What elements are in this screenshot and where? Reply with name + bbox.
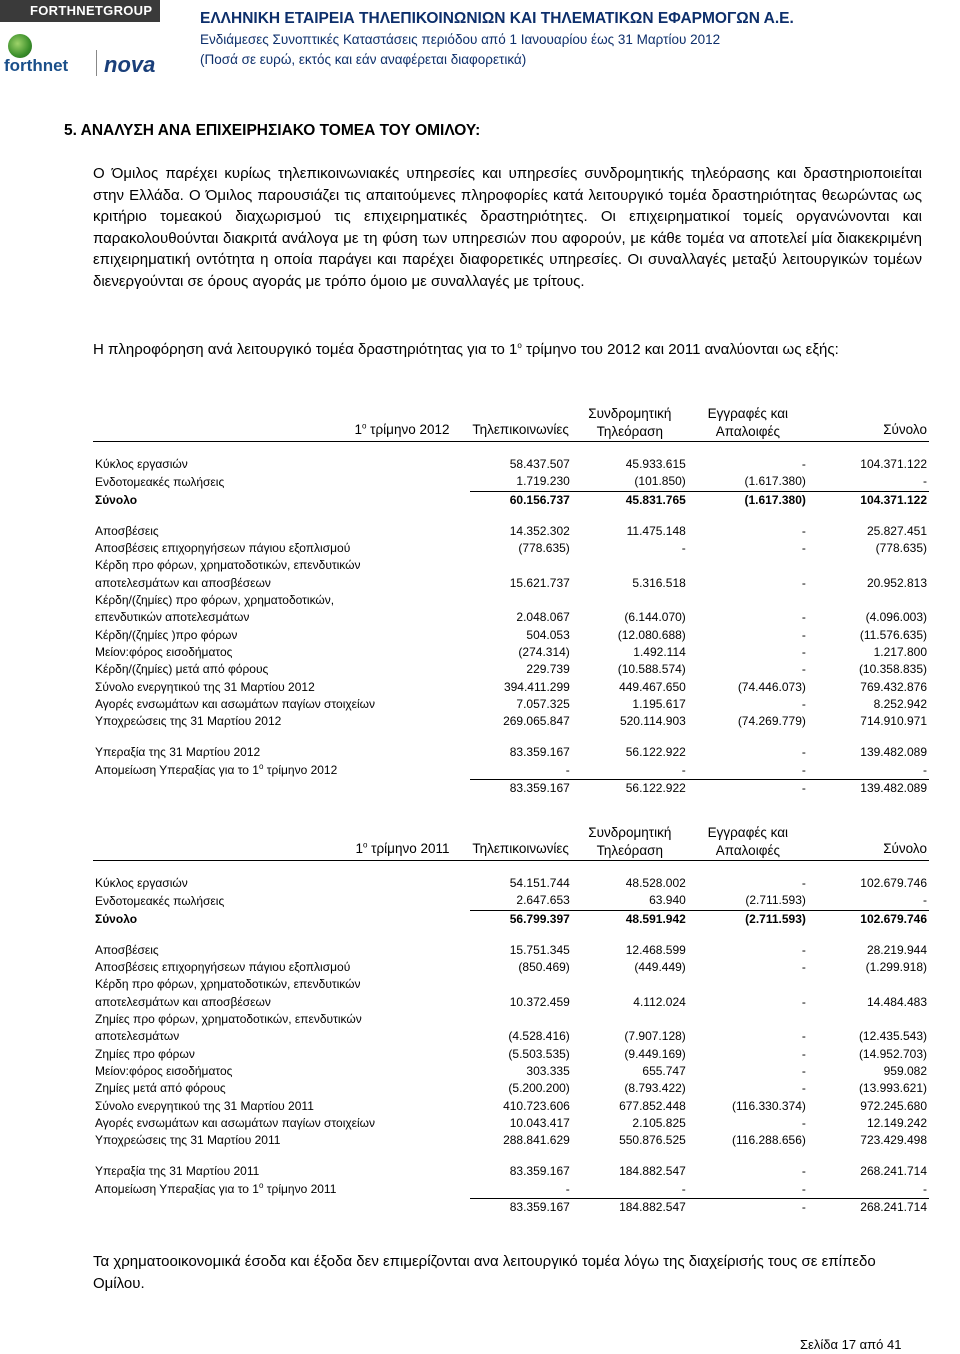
row-label: Απομείωση Υπεραξίας για το $1^o$ τρίμηνο 2011 — [95, 1181, 337, 1197]
intro-paragraph: Ο Όμιλος παρέχει κυρίως τηλεπικοινωνιακές υπηρεσίες και υπηρεσίες συνδρομητικής τηλεόρασης και δραστηριοποιείται στην Ελλάδα. Ο Όμιλος παρουσιάζει τις απαιτούμενες πληροφορίες κατά λειτουργικό τομέα δραστηριότητας θεωρώντας ως κριτήριο τομεακού διαχωρισμού τις επιχειρηματικές δραστηριότητες. Οι επιχειρηματικοί τομείς οργανώνονται και παρακολουθούνται διακριτά ανάλογα με τη φύση των υπηρεσιών που αφορούν, με κάθε τομέα να αποτελεί μία διακεκριμένη επιχειρηματική οντότητα η οποία παράγει και παρέχει διαφορετικές υπηρεσίες. Οι συναλλαγές μεταξύ λειτουργικών τομέων διενεργούνται σε όρους αγοράς με τρόπο όμοιο με συναλλαγές με τρίτους. — [93, 165, 922, 290]
col-paytv: Συνδρομητική Τηλεόραση — [572, 400, 688, 442]
value-telecom: 2.647.653 — [470, 892, 572, 910]
value-total: 714.910.971 — [860, 714, 927, 729]
value-telecom: (778.635) — [518, 541, 570, 556]
table-row — [93, 661, 929, 678]
forthnet-logo-text: forthnet — [4, 56, 69, 75]
col-eliminations: Εγγραφές και Απαλοιφές — [688, 400, 808, 442]
value-total: (4.096.003) — [865, 610, 927, 625]
value-paytv: 184.882.547 — [619, 1164, 686, 1179]
value-telecom: 15.621.737 — [509, 575, 570, 590]
value-total: 1.217.800 — [873, 644, 927, 659]
value-total: - — [808, 892, 929, 910]
value-paytv: 677.852.448 — [619, 1098, 686, 1113]
value-eliminations: - — [801, 696, 806, 711]
table-row — [93, 644, 929, 661]
value-eliminations: - — [801, 627, 806, 642]
value-eliminations: - — [801, 942, 806, 957]
table-header-row — [93, 400, 929, 442]
col-paytv: Συνδρομητική Τηλεόραση — [572, 819, 688, 861]
value-total: - — [923, 762, 927, 777]
value-paytv: (12.080.688) — [617, 627, 686, 642]
value-paytv: 12.468.599 — [625, 942, 686, 957]
analysis-paragraph: Η πληροφόρηση ανά λειτουργικό τομέα δραστηριότητας για το $1^o$ τρίμηνο του 2012 και 2011 αναλύονται ως εξής: — [93, 341, 839, 358]
row-label: Απομείωση Υπεραξίας για το $1^o$ τρίμηνο 2012 — [95, 762, 338, 778]
table-row — [93, 1098, 929, 1115]
value-eliminations: - — [801, 575, 806, 590]
spacer-row — [93, 442, 929, 457]
row-label: Αγορές ενσωμάτων και ασωμάτων παγίων στοιχείων — [95, 696, 376, 711]
value-paytv: (101.850) — [572, 473, 688, 491]
table-row — [93, 1181, 929, 1199]
row-label: Αποσβέσεις επιχορηγήσεων πάγιου εξοπλισμού — [95, 541, 351, 556]
value-telecom: 2.048.067 — [516, 610, 570, 625]
table-row — [93, 609, 929, 626]
value-paytv: 184.882.547 — [572, 1199, 688, 1217]
value-total: (1.299.918) — [865, 960, 927, 975]
row-label: Κέρδη/(ζημίες) προ φόρων, χρηματοδοτικών, — [95, 593, 335, 608]
segment-table-2012 — [93, 400, 929, 797]
row-label: επενδυτικών αποτελεσμάτων — [95, 610, 250, 625]
value-total: 723.429.498 — [860, 1133, 927, 1148]
value-eliminations: - — [801, 745, 806, 760]
table-row — [93, 473, 929, 491]
row-label: Αποσβέσεις — [95, 942, 159, 957]
value-telecom: 229.739 — [526, 662, 570, 677]
row-label: Σύνολο ενεργητικού της 31 Μαρτίου 2012 — [95, 679, 315, 694]
value-telecom: 60.156.737 — [509, 492, 570, 507]
table-row — [93, 713, 929, 730]
table-row-label-continuation — [93, 976, 929, 993]
spacer-row — [93, 928, 929, 942]
nova-logo-text: nova — [104, 52, 156, 77]
value-total: 972.245.680 — [860, 1098, 927, 1113]
value-paytv: (9.449.169) — [624, 1046, 686, 1061]
value-paytv: 56.122.922 — [572, 780, 688, 798]
row-label: Ζημίες μετά από φόρους — [95, 1081, 226, 1096]
row-label: Ζημίες προ φόρων, χρηματοδοτικών, επενδυτικών — [95, 1012, 362, 1027]
page-header — [0, 0, 960, 80]
table-row — [93, 1028, 929, 1045]
value-telecom: - — [565, 1181, 570, 1196]
table-row — [93, 540, 929, 557]
value-paytv: (10.588.574) — [617, 662, 686, 677]
value-total: 12.149.242 — [866, 1115, 927, 1130]
section-title: 5. ΑΝΑΛΥΣΗ ΑΝΑ ΕΠΙΧΕΙΡΗΣΙΑΚΟ ΤΟΜΕΑ ΤΟΥ ΟΜΙΛΟΥ: — [64, 122, 481, 139]
value-eliminations: - — [688, 1199, 808, 1217]
row-label: αποτελεσμάτων και αποσβέσεων — [95, 575, 271, 590]
value-paytv: - — [681, 762, 686, 777]
col-total: Σύνολο — [808, 400, 929, 442]
value-telecom: 10.043.417 — [509, 1115, 570, 1130]
value-paytv: 63.940 — [572, 892, 688, 910]
spacer-row — [93, 730, 929, 744]
row-label: Υπεραξία της 31 Μαρτίου 2011 — [95, 1164, 260, 1179]
row-label: Ζημίες προ φόρων — [95, 1046, 195, 1061]
table-row — [93, 679, 929, 696]
row-label: Ενδοτομεακές πωλήσεις — [95, 474, 225, 489]
currency-note: (Ποσά σε ευρώ, εκτός και εάν αναφέρεται διαφορετικά) — [200, 52, 527, 67]
table-row — [93, 627, 929, 644]
value-total: 20.952.813 — [866, 575, 927, 590]
col-eliminations: Εγγραφές και Απαλοιφές — [688, 819, 808, 861]
table-row-label-continuation — [93, 592, 929, 609]
row-label — [93, 780, 470, 798]
value-eliminations: (1.617.380) — [744, 492, 806, 507]
value-telecom: 288.841.629 — [503, 1133, 570, 1148]
row-label: Αγορές ενσωμάτων και ασωμάτων παγίων στοιχείων — [95, 1115, 376, 1130]
col-telecom: Τηλεπικοινωνίες — [470, 400, 572, 442]
value-paytv: 48.528.002 — [625, 876, 686, 890]
value-total: 769.432.876 — [860, 679, 927, 694]
value-telecom: 303.335 — [526, 1063, 570, 1078]
table-row — [93, 1132, 929, 1149]
value-telecom: 56.799.397 — [509, 911, 570, 926]
row-label: Σύνολο ενεργητικού της 31 Μαρτίου 2011 — [95, 1098, 314, 1113]
value-eliminations: (2.711.593) — [688, 892, 808, 910]
value-total: 268.241.714 — [860, 1164, 927, 1179]
page-number: Σελίδα 17 από 41 — [800, 1337, 902, 1352]
value-telecom: 1.719.230 — [470, 473, 572, 491]
table-row — [93, 892, 929, 910]
value-eliminations: - — [801, 994, 806, 1009]
value-total: 268.241.714 — [808, 1199, 929, 1217]
row-label: Υπεραξία της 31 Μαρτίου 2012 — [95, 745, 261, 760]
value-total: 102.679.746 — [860, 876, 927, 890]
table-row — [93, 696, 929, 713]
value-telecom: (5.503.535) — [508, 1046, 570, 1061]
value-telecom: 10.372.459 — [509, 994, 570, 1009]
row-label: Υποχρεώσεις της 31 Μαρτίου 2011 — [95, 1133, 281, 1148]
row-label: Αποσβέσεις επιχορηγήσεων πάγιου εξοπλισμού — [95, 960, 351, 975]
table-row — [93, 1199, 929, 1217]
row-label — [93, 1199, 470, 1217]
value-eliminations: - — [801, 1046, 806, 1061]
row-label: Κέρδη/(ζημίες )προ φόρων — [95, 627, 238, 642]
value-total: 139.482.089 — [808, 780, 929, 798]
value-paytv: 56.122.922 — [625, 745, 686, 760]
value-total: 104.371.122 — [860, 457, 927, 471]
value-telecom: (5.200.200) — [508, 1081, 570, 1096]
value-telecom: 410.723.606 — [503, 1098, 570, 1113]
table-row — [93, 1080, 929, 1097]
value-paytv: 4.112.024 — [633, 994, 686, 1009]
table-header-row — [93, 819, 929, 861]
row-label: Μείον:φόρος εισοδήματος — [95, 1063, 233, 1078]
group-name-band: FORTHNETGROUP — [0, 0, 160, 22]
value-telecom: 15.751.345 — [509, 942, 570, 957]
row-label: Σύνολο — [95, 911, 138, 926]
value-telecom: 14.352.302 — [509, 523, 570, 538]
value-telecom: - — [565, 762, 570, 777]
value-total: (13.993.621) — [858, 1081, 927, 1096]
table-row — [93, 1163, 929, 1180]
table-row — [93, 875, 929, 892]
value-eliminations: - — [801, 1063, 806, 1078]
value-eliminations: - — [801, 523, 806, 538]
col-total: Σύνολο — [808, 819, 929, 861]
value-telecom: 58.437.507 — [509, 457, 570, 471]
spacer-row — [93, 861, 929, 876]
spacer-row — [93, 1149, 929, 1163]
value-paytv: 2.105.825 — [632, 1115, 686, 1130]
table-row — [93, 1115, 929, 1132]
value-eliminations: (116.330.374) — [732, 1098, 806, 1113]
value-total: (778.635) — [875, 541, 927, 556]
value-eliminations: (116.288.656) — [732, 1133, 806, 1148]
value-eliminations: (2.711.593) — [745, 911, 806, 926]
value-eliminations: - — [801, 1115, 806, 1130]
table-row — [93, 456, 929, 473]
table-row-label-continuation — [93, 557, 929, 574]
value-paytv: 550.876.525 — [619, 1133, 686, 1148]
value-eliminations: - — [801, 457, 806, 471]
table-row — [93, 744, 929, 761]
value-total: 28.219.944 — [866, 942, 927, 957]
table-row — [93, 994, 929, 1011]
value-eliminations: - — [801, 1081, 806, 1096]
forthnet-logo-icon — [8, 34, 32, 58]
value-telecom: 54.151.744 — [509, 876, 570, 890]
value-paytv: - — [681, 541, 686, 556]
value-eliminations: - — [801, 662, 806, 677]
row-label: Μείον:φόρος εισοδήματος — [95, 644, 233, 659]
table-row — [93, 910, 929, 928]
row-label: Αποσβέσεις — [95, 523, 159, 538]
value-total: 104.371.122 — [860, 492, 927, 507]
segment-table-2011 — [93, 819, 929, 1216]
row-label: Κύκλος εργασιών — [95, 457, 188, 471]
row-label: Υποχρεώσεις της 31 Μαρτίου 2012 — [95, 714, 282, 729]
table-row — [93, 959, 929, 976]
value-telecom: 269.065.847 — [503, 714, 570, 729]
value-total: 139.482.089 — [860, 745, 927, 760]
value-eliminations: - — [688, 780, 808, 798]
row-label: Κέρδη προ φόρων, χρηματοδοτικών, επενδυτικών — [95, 977, 361, 992]
table-row — [93, 942, 929, 959]
statement-title: Ενδιάμεσες Συνοπτικές Καταστάσεις περιόδου από 1 Ιανουαρίου έως 31 Μαρτίου 2012 — [200, 32, 721, 47]
value-telecom: 394.411.299 — [503, 679, 570, 694]
spacer-row — [93, 509, 929, 523]
table-row — [93, 780, 929, 798]
value-total: - — [923, 1181, 927, 1196]
value-eliminations: - — [801, 610, 806, 625]
value-eliminations: - — [801, 762, 806, 777]
value-total: - — [808, 473, 929, 491]
table-row-label-continuation — [93, 1011, 929, 1028]
table-row — [93, 575, 929, 592]
value-telecom: 83.359.167 — [509, 745, 570, 760]
row-label: αποτελεσμάτων — [95, 1029, 180, 1044]
value-eliminations: - — [801, 1029, 806, 1044]
value-total: 8.252.942 — [873, 696, 927, 711]
value-telecom: (274.314) — [518, 644, 570, 659]
value-total: 14.484.483 — [866, 994, 927, 1009]
value-eliminations: (74.269.779) — [737, 714, 806, 729]
row-label: αποτελεσμάτων και αποσβέσεων — [95, 994, 271, 1009]
value-eliminations: - — [801, 960, 806, 975]
value-paytv: 449.467.650 — [619, 679, 686, 694]
value-paytv: 1.492.114 — [633, 644, 686, 659]
row-label: Σύνολο — [95, 492, 138, 507]
value-total: (10.358.835) — [858, 662, 927, 677]
value-total: (14.952.703) — [858, 1046, 927, 1061]
value-telecom: (850.469) — [518, 960, 570, 975]
row-label: Κέρδη προ φόρων, χρηματοδοτικών, επενδυτικών — [95, 558, 361, 573]
value-total: (11.576.635) — [859, 627, 927, 642]
period-label: $1^o$ τρίμηνο 2012 — [93, 400, 470, 442]
row-label: Κύκλος εργασιών — [95, 876, 188, 890]
table-row — [93, 1046, 929, 1063]
value-eliminations: - — [801, 541, 806, 556]
value-telecom: 83.359.167 — [509, 1164, 570, 1179]
col-telecom: Τηλεπικοινωνίες — [470, 819, 572, 861]
value-paytv: (8.793.422) — [624, 1081, 686, 1096]
company-name: ΕΛΛΗΝΙΚΗ ΕΤΑΙΡΕΙΑ ΤΗΛΕΠΙΚΟΙΝΩΝΙΩΝ ΚΑΙ ΤΗΛΕΜΑΤΙΚΩΝ ΕΦΑΡΜΟΓΩΝ Α.Ε. — [200, 10, 794, 27]
closing-paragraph: Τα χρηματοοικονομικά έσοδα και έξοδα δεν επιμερίζονται ανα λειτουργικό τομέα λόγω της διαχείρισής τους σε επίπεδο Ομίλου. — [93, 1253, 876, 1292]
value-paytv: - — [681, 1181, 686, 1196]
value-paytv: 45.933.615 — [625, 457, 686, 471]
table-row — [93, 523, 929, 540]
value-paytv: (6.144.070) — [624, 610, 686, 625]
value-telecom: 83.359.167 — [470, 1199, 572, 1217]
value-eliminations: - — [801, 644, 806, 659]
value-total: 959.082 — [883, 1063, 927, 1078]
value-telecom: (4.528.416) — [508, 1029, 570, 1044]
value-paytv: 11.475.148 — [626, 523, 686, 538]
value-telecom: 83.359.167 — [470, 780, 572, 798]
row-label: Κέρδη/(ζημίες) μετά από φόρους — [95, 662, 269, 677]
value-paytv: 5.316.518 — [632, 575, 686, 590]
value-paytv: 655.747 — [642, 1063, 686, 1078]
value-eliminations: - — [801, 1164, 806, 1179]
value-paytv: (7.907.128) — [624, 1029, 686, 1044]
value-telecom: 7.057.325 — [516, 696, 570, 711]
table-row — [93, 1063, 929, 1080]
value-eliminations: (1.617.380) — [688, 473, 808, 491]
value-paytv: 520.114.903 — [619, 714, 686, 729]
logo-divider — [96, 50, 97, 76]
value-total: (12.435.543) — [858, 1029, 927, 1044]
value-paytv: (449.449) — [634, 960, 686, 975]
value-eliminations: - — [801, 876, 806, 890]
value-telecom: 504.053 — [526, 627, 570, 642]
row-label: Ενδοτομεακές πωλήσεις — [95, 893, 225, 908]
period-label: $1^o$ τρίμηνο 2011 — [93, 819, 470, 861]
company-logos — [4, 30, 154, 78]
value-paytv: 48.591.942 — [625, 911, 686, 926]
table-row — [93, 491, 929, 509]
value-total: 25.827.451 — [866, 523, 927, 538]
value-eliminations: - — [801, 1181, 806, 1196]
value-paytv: 45.831.765 — [625, 492, 686, 507]
value-paytv: 1.195.617 — [632, 696, 686, 711]
value-eliminations: (74.446.073) — [737, 679, 806, 694]
value-total: 102.679.746 — [860, 911, 927, 926]
table-row — [93, 762, 929, 780]
